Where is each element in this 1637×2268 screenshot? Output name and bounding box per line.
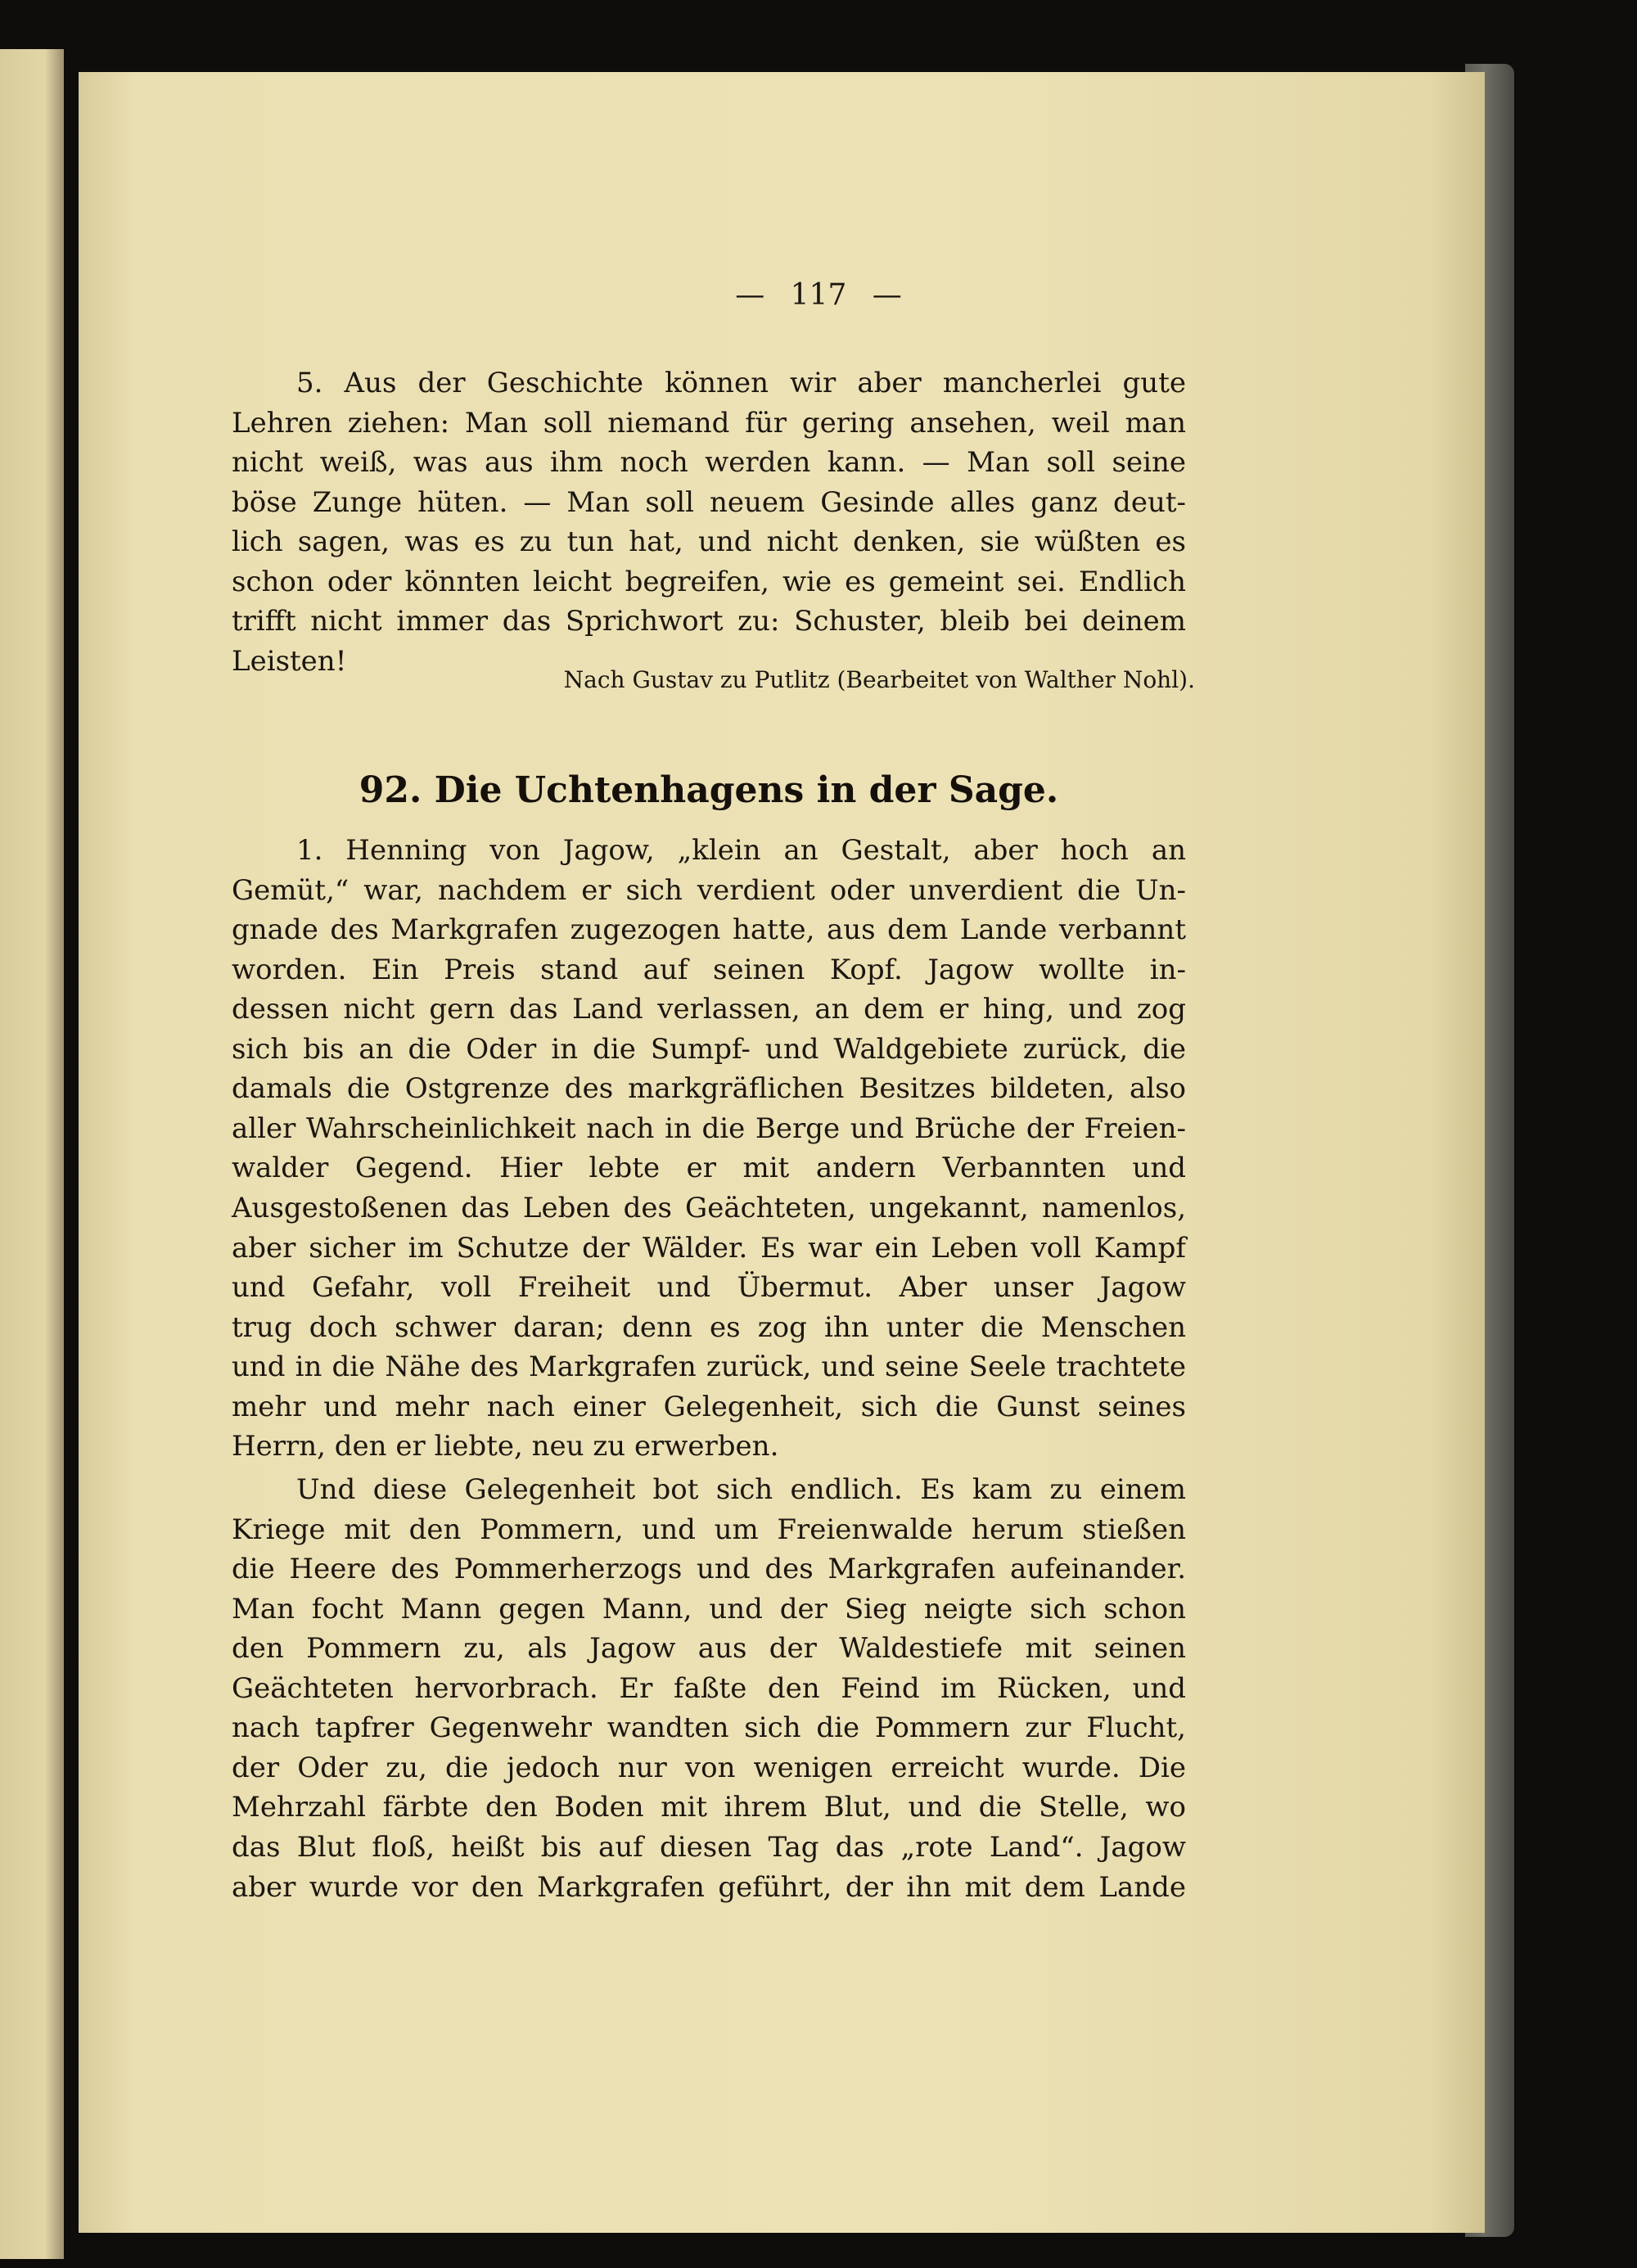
text-line: und in die Nähe des Markgrafen zurück, und seine Seele trachtete: [232, 1350, 1186, 1384]
text-line: der Oder zu, die jedoch nur von wenigen erreicht wurde. Die: [232, 1751, 1186, 1784]
text-line: Gemüt,“ war, nachdem er sich verdient oder unverdient die Un-: [232, 873, 1186, 907]
text-line: gnade des Markgrafen zugezogen hatte, aus dem Lande verbannt: [232, 913, 1186, 947]
text-line: damals die Ostgrenze des markgräflichen Besitzes bildeten, also: [232, 1072, 1186, 1106]
text-line: nicht weiß, was aus ihm noch werden kann. — Man soll seine: [232, 446, 1186, 480]
chapter-heading: 92. Die Uchtenhagens in der Sage.: [359, 769, 1059, 811]
text-line: Herrn, den er liebte, neu zu erwerben.: [232, 1430, 779, 1463]
text-line: walder Gegend. Hier lebte er mit andern Verbannten und: [232, 1152, 1186, 1185]
text-line: Leisten!: [232, 644, 347, 678]
text-line: sich bis an die Oder in die Sumpf- und Waldgebiete zurück, die: [232, 1032, 1186, 1066]
text-line: trug doch schwer daran; denn es zog ihn unter die Menschen: [232, 1310, 1186, 1344]
text-line: schon oder könnten leicht begreifen, wie es gemeint sei. Endlich: [232, 565, 1186, 598]
text-line: trifft nicht immer das Sprichwort zu: Schuster, bleib bei deinem: [232, 605, 1186, 638]
text-line: die Heere des Pommerherzogs und des Markgrafen aufeinander.: [232, 1553, 1186, 1586]
text-line: das Blut floß, heißt bis auf diesen Tag das „rote Land“. Jagow: [232, 1830, 1186, 1864]
text-line: lich sagen, was es zu tun hat, und nicht denken, sie wüßten es: [232, 525, 1186, 559]
text-line: Kriege mit den Pommern, und um Freienwalde herum stießen: [232, 1513, 1186, 1546]
page-number: — 117 —: [735, 278, 902, 312]
text-line: und Gefahr, voll Freiheit und Übermut. Aber unser Jagow: [232, 1271, 1186, 1305]
text-line: Man focht Mann gegen Mann, und der Sieg neigte sich schon: [232, 1592, 1186, 1625]
text-line: Ausgestoßenen das Leben des Geächteten, ungekannt, namenlos,: [232, 1191, 1186, 1224]
text-line: nach tapfrer Gegenwehr wandten sich die Pommern zur Flucht,: [232, 1711, 1186, 1745]
text-line: 5. Aus der Geschichte können wir aber mancherlei gute: [296, 367, 1186, 399]
text-line: böse Zunge hüten. — Man soll neuem Gesinde alles ganz deut-: [232, 485, 1186, 519]
facing-page-edge: [0, 49, 64, 2259]
text-line: Lehren ziehen: Man soll niemand für gering ansehen, weil man: [232, 406, 1186, 440]
text-line: Geächteten hervorbrach. Er faßte den Feind im Rücken, und: [232, 1671, 1186, 1705]
text-line: Und diese Gelegenheit bot sich endlich. Es kam zu einem: [296, 1473, 1186, 1506]
text-line: aller Wahrscheinlichkeit nach in die Berge und Brüche der Freien-: [232, 1111, 1186, 1145]
text-line: worden. Ein Preis stand auf seinen Kopf. Jagow wollte in-: [232, 953, 1186, 986]
text-line: aber wurde vor den Markgrafen geführt, der ihn mit dem Lande: [232, 1870, 1186, 1904]
text-line: dessen nicht gern das Land verlassen, an dem er hing, und zog: [232, 993, 1186, 1026]
text-line: aber sicher im Schutze der Wälder. Es war ein Leben voll Kampf: [232, 1231, 1186, 1265]
text-line: mehr und mehr nach einer Gelegenheit, sich die Gunst seines: [232, 1390, 1186, 1423]
text-line: den Pommern zu, als Jagow aus der Waldestiefe mit seinen: [232, 1632, 1186, 1666]
text-line: 1. Henning von Jagow, „klein an Gestalt, aber hoch an: [296, 834, 1186, 867]
text-line: Mehrzahl färbte den Boden mit ihrem Blut, und die Stelle, wo: [232, 1791, 1186, 1824]
attribution: Nach Gustav zu Putlitz (Bearbeitet von Walther Nohl).: [563, 666, 1195, 693]
